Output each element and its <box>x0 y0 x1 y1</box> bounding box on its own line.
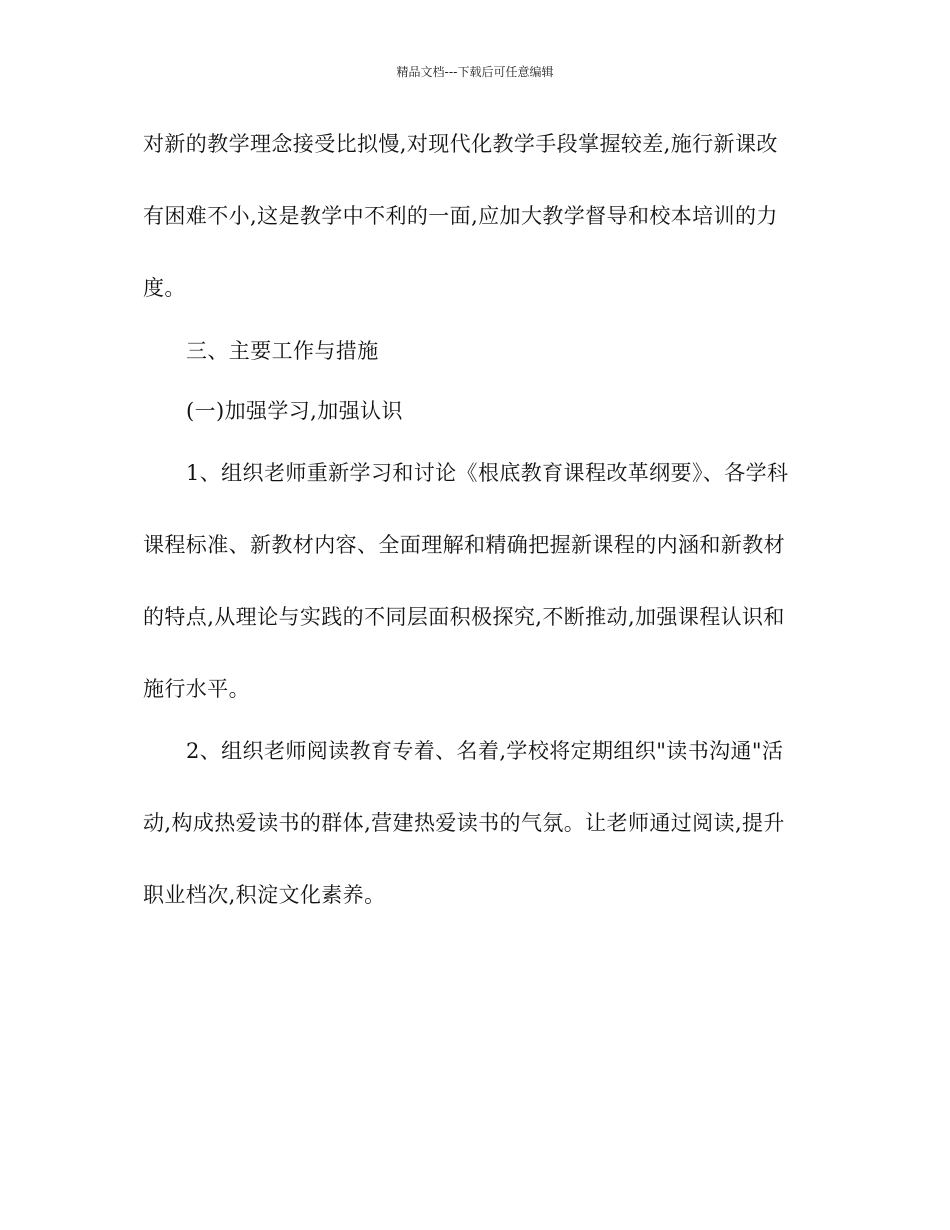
paragraph-line: 职业档次,积淀文化素养。 <box>143 883 386 907</box>
paragraph-line: 2、组织老师阅读教育专着、名着,学校将定期组织"读书沟通"活 <box>186 739 784 763</box>
paragraph-line: 课程标准、新教材内容、全面理解和精确把握新课程的内涵和新教材 <box>143 533 785 557</box>
subsection-heading: (一)加强学习,加强认识 <box>186 399 403 423</box>
paragraph-line: 动,构成热爱读书的群体,营建热爱读书的气氛。让老师通过阅读,提升 <box>143 811 785 835</box>
paragraph-line: 度。 <box>143 276 186 300</box>
paragraph-line: 有困难不小,这是教学中不利的一面,应加大教学督导和校本培训的力 <box>143 204 778 228</box>
paragraph-line: 的特点,从理论与实践的不同层面积极探究,不断推动,加强课程认识和 <box>143 605 785 629</box>
page-header: 精品文档---下载后可任意编辑 <box>396 65 554 79</box>
paragraph-line: 1、组织老师重新学习和讨论《根底教育课程改革纲要》、各学科 <box>186 461 789 485</box>
paragraph-line: 施行水平。 <box>143 677 250 701</box>
paragraph-line: 对新的教学理念接受比拟慢,对现代化教学手段掌握较差,施行新课改 <box>143 132 778 156</box>
section-heading: 三、主要工作与措施 <box>186 339 379 363</box>
